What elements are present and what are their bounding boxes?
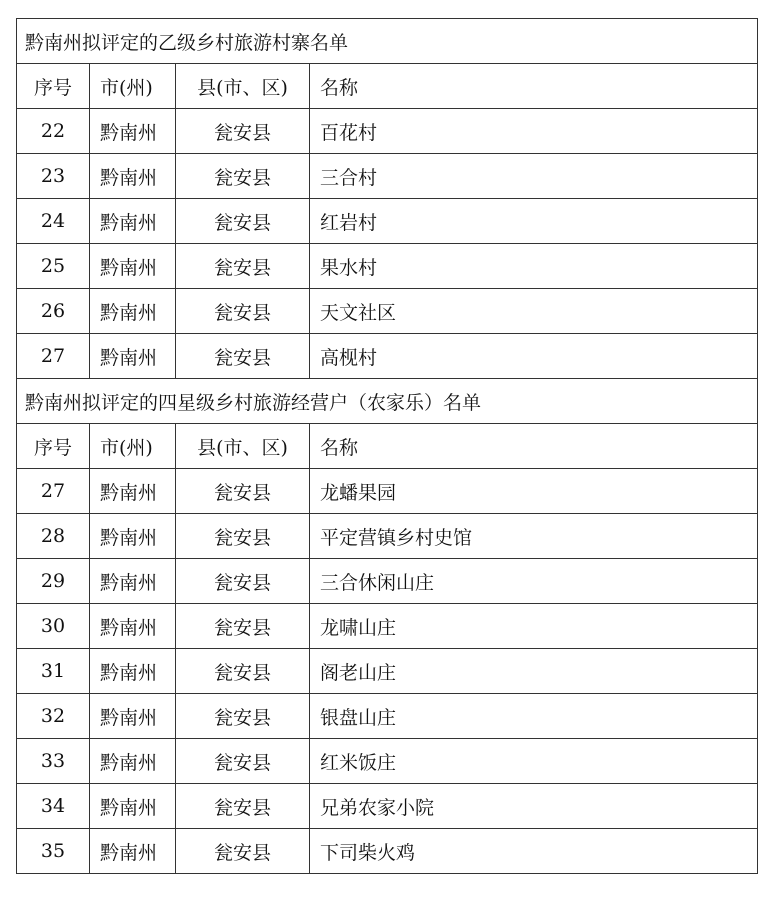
cell-city: 黔南州 [90, 784, 176, 829]
cell-number: 24 [17, 199, 90, 244]
cell-city: 黔南州 [90, 739, 176, 784]
cell-city: 黔南州 [90, 694, 176, 739]
header-city: 市(州) [90, 424, 176, 469]
cell-county: 瓮安县 [176, 739, 310, 784]
listing-table [16, 18, 758, 874]
cell-city: 黔南州 [90, 289, 176, 334]
table-row [17, 649, 758, 694]
table-row [17, 289, 758, 334]
cell-name: 三合村 [310, 154, 758, 199]
cell-number: 27 [17, 334, 90, 379]
cell-county: 瓮安县 [176, 514, 310, 559]
cell-number: 29 [17, 559, 90, 604]
listing-table-body [17, 19, 758, 874]
cell-city: 黔南州 [90, 244, 176, 289]
header-county: 县(市、区) [176, 64, 310, 109]
table-row [17, 199, 758, 244]
cell-number: 22 [17, 109, 90, 154]
cell-number: 30 [17, 604, 90, 649]
cell-name: 阁老山庄 [310, 649, 758, 694]
table-row [17, 154, 758, 199]
cell-city: 黔南州 [90, 334, 176, 379]
table-row [17, 784, 758, 829]
cell-city: 黔南州 [90, 109, 176, 154]
table-row [17, 469, 758, 514]
table-row [17, 559, 758, 604]
cell-county: 瓮安县 [176, 244, 310, 289]
cell-name: 银盘山庄 [310, 694, 758, 739]
cell-number: 25 [17, 244, 90, 289]
cell-city: 黔南州 [90, 649, 176, 694]
cell-number: 35 [17, 829, 90, 874]
cell-name: 下司柴火鸡 [310, 829, 758, 874]
cell-number: 26 [17, 289, 90, 334]
section-title-row [17, 379, 758, 424]
cell-county: 瓮安县 [176, 604, 310, 649]
cell-county: 瓮安县 [176, 334, 310, 379]
table-row [17, 244, 758, 289]
header-row [17, 64, 758, 109]
cell-name: 兄弟农家小院 [310, 784, 758, 829]
cell-city: 黔南州 [90, 154, 176, 199]
header-name: 名称 [310, 424, 758, 469]
table-row [17, 514, 758, 559]
cell-name: 龙啸山庄 [310, 604, 758, 649]
section-title: 黔南州拟评定的四星级乡村旅游经营户（农家乐）名单 [17, 379, 758, 424]
cell-name: 红岩村 [310, 199, 758, 244]
cell-county: 瓮安县 [176, 784, 310, 829]
cell-name: 龙蟠果园 [310, 469, 758, 514]
header-number: 序号 [17, 424, 90, 469]
table-row [17, 109, 758, 154]
cell-county: 瓮安县 [176, 694, 310, 739]
cell-name: 百花村 [310, 109, 758, 154]
table-row [17, 739, 758, 784]
table-row [17, 334, 758, 379]
cell-city: 黔南州 [90, 514, 176, 559]
cell-name: 红米饭庄 [310, 739, 758, 784]
cell-county: 瓮安县 [176, 109, 310, 154]
cell-city: 黔南州 [90, 559, 176, 604]
cell-city: 黔南州 [90, 199, 176, 244]
cell-city: 黔南州 [90, 829, 176, 874]
table-row [17, 604, 758, 649]
cell-county: 瓮安县 [176, 199, 310, 244]
cell-name: 三合休闲山庄 [310, 559, 758, 604]
header-name: 名称 [310, 64, 758, 109]
cell-number: 23 [17, 154, 90, 199]
section-title-row [17, 19, 758, 64]
cell-county: 瓮安县 [176, 649, 310, 694]
cell-number: 27 [17, 469, 90, 514]
cell-city: 黔南州 [90, 604, 176, 649]
section-title: 黔南州拟评定的乙级乡村旅游村寨名单 [17, 19, 758, 64]
cell-county: 瓮安县 [176, 154, 310, 199]
cell-number: 33 [17, 739, 90, 784]
cell-county: 瓮安县 [176, 469, 310, 514]
cell-number: 32 [17, 694, 90, 739]
table-row [17, 829, 758, 874]
header-row [17, 424, 758, 469]
cell-city: 黔南州 [90, 469, 176, 514]
cell-county: 瓮安县 [176, 289, 310, 334]
cell-county: 瓮安县 [176, 829, 310, 874]
header-city: 市(州) [90, 64, 176, 109]
cell-name: 果水村 [310, 244, 758, 289]
cell-name: 高枧村 [310, 334, 758, 379]
cell-name: 平定营镇乡村史馆 [310, 514, 758, 559]
cell-number: 31 [17, 649, 90, 694]
table-row [17, 694, 758, 739]
cell-name: 天文社区 [310, 289, 758, 334]
cell-county: 瓮安县 [176, 559, 310, 604]
cell-number: 34 [17, 784, 90, 829]
header-county: 县(市、区) [176, 424, 310, 469]
header-number: 序号 [17, 64, 90, 109]
cell-number: 28 [17, 514, 90, 559]
